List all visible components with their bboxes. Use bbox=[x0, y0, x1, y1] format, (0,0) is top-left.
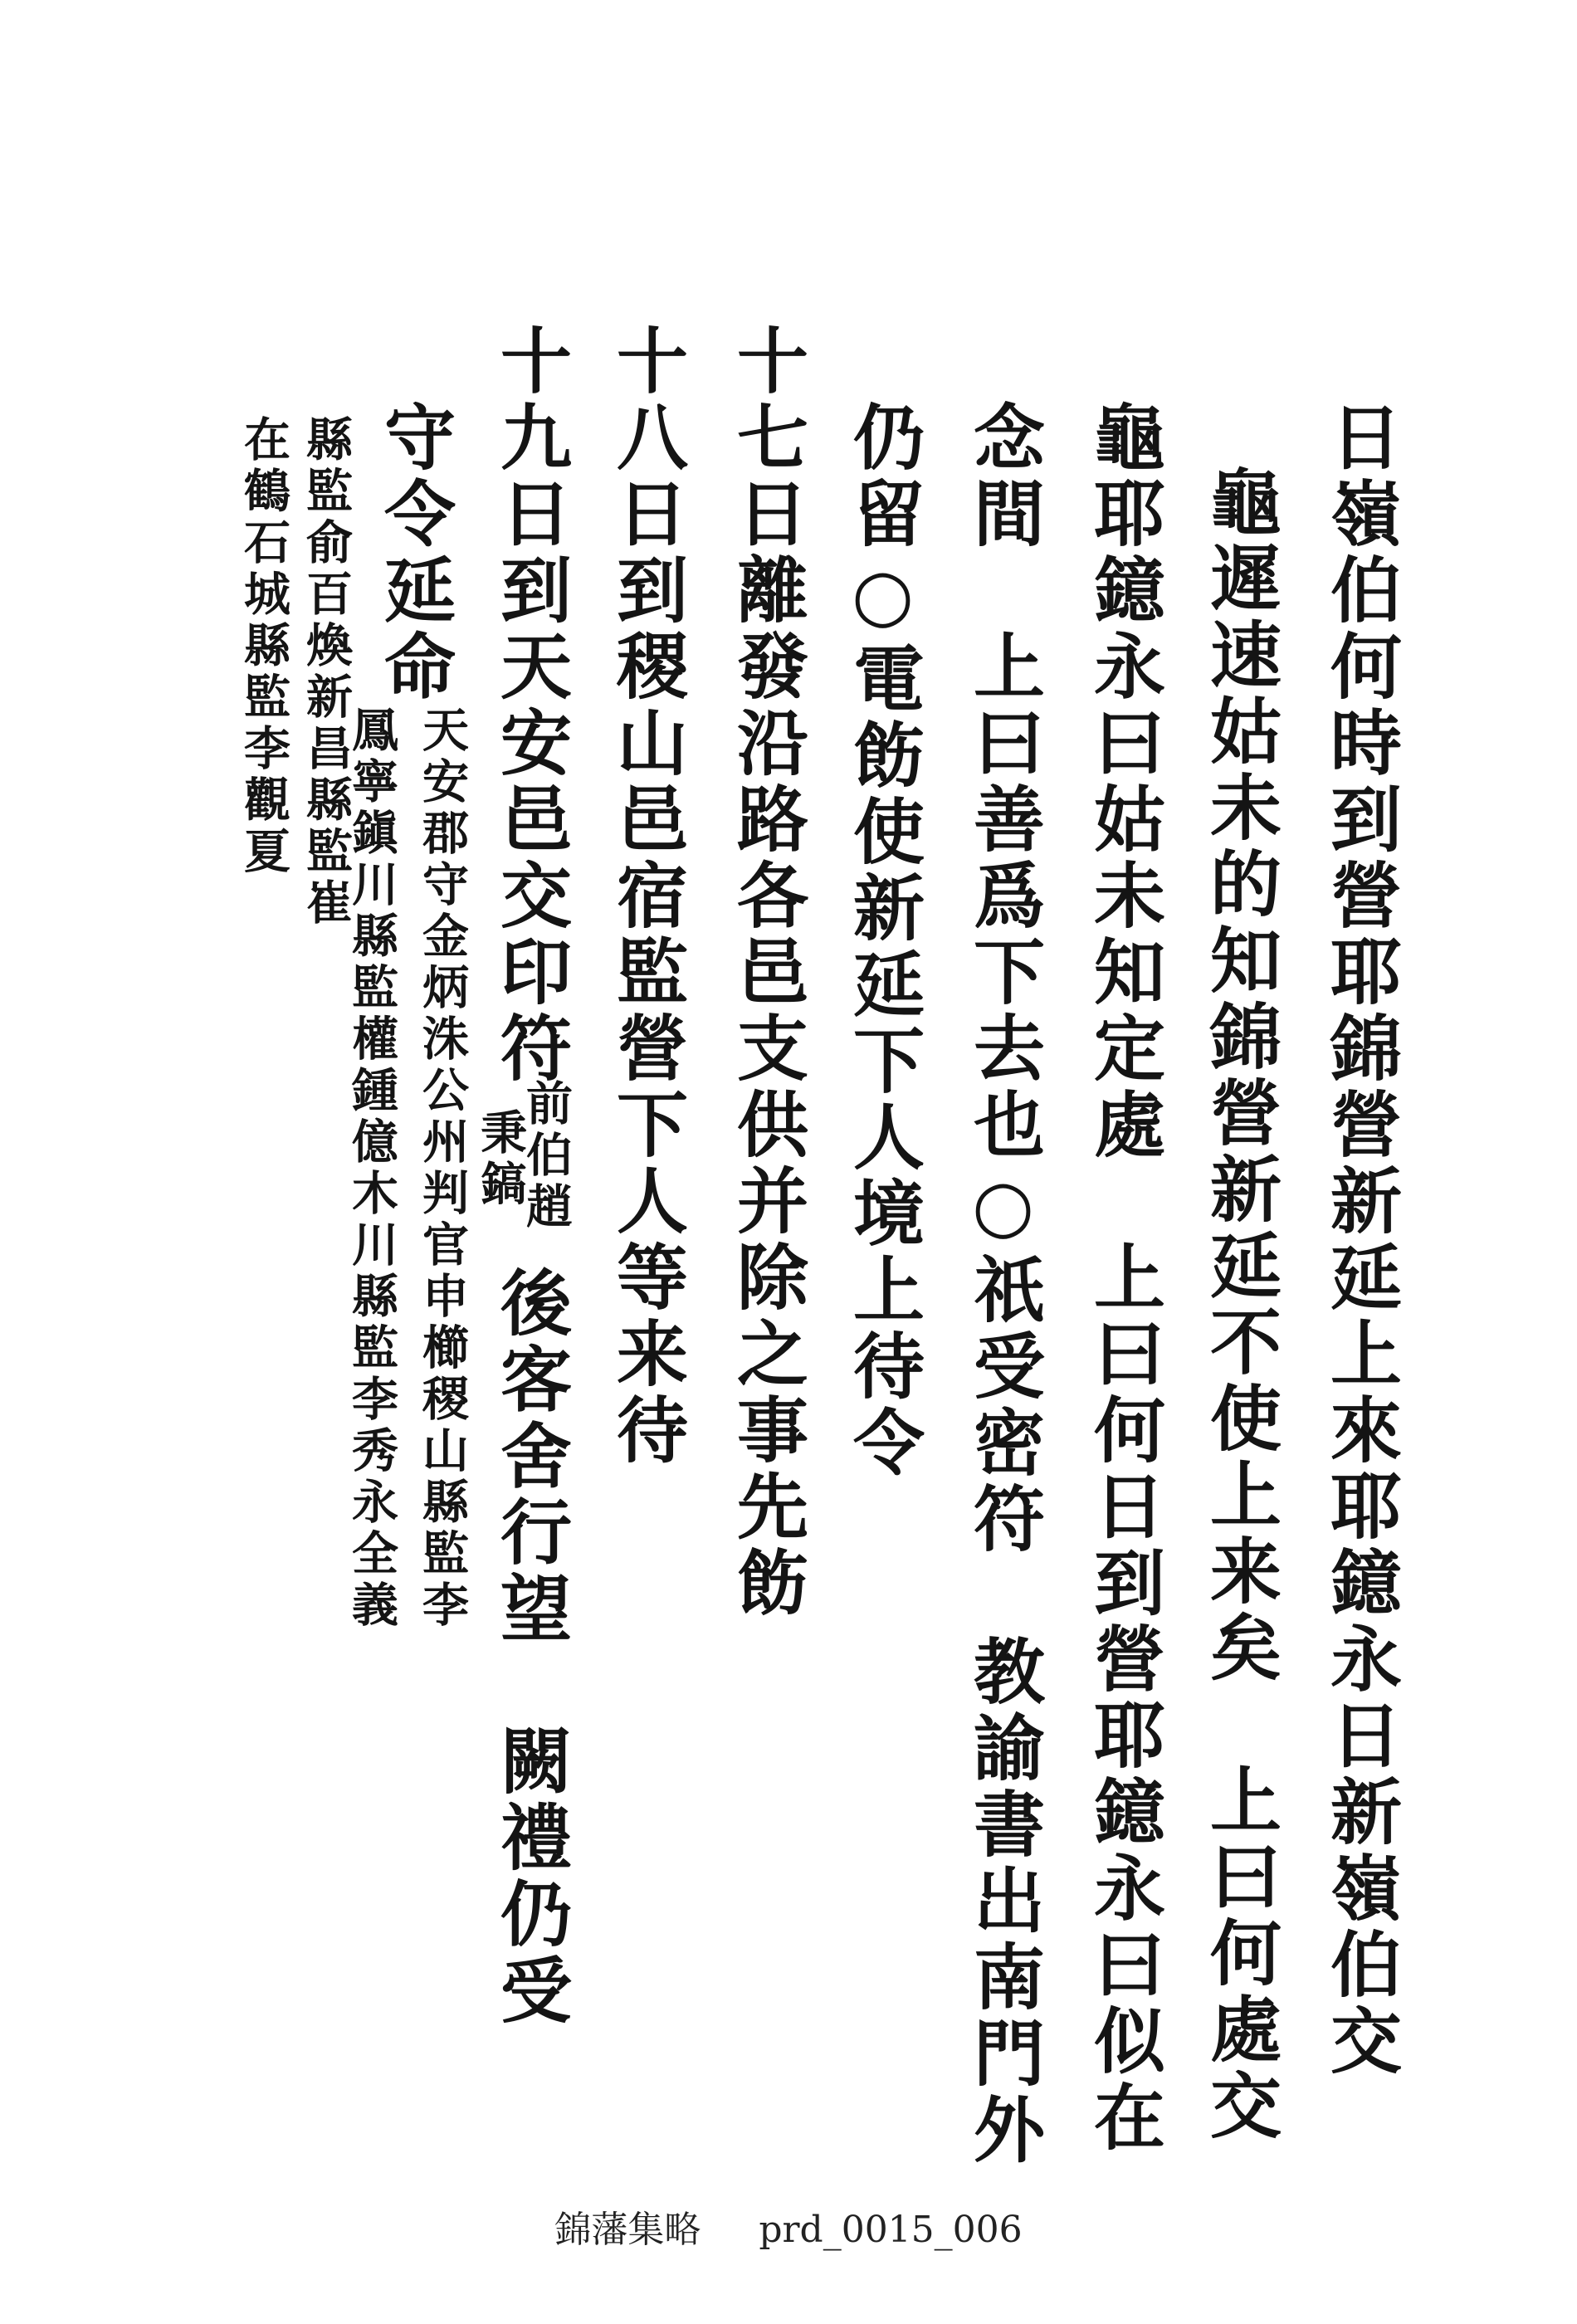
official-list-column-3: 縣監俞百煥新昌縣監崔 bbox=[299, 415, 354, 930]
official-list-column-1: 天安郡守金炳洙公州判官申櫛稷山縣監李 bbox=[415, 706, 470, 1632]
text-column-9: 守令延命 bbox=[372, 400, 456, 706]
text-column-7: 十八日到稷山邑宿監營下人等来待 bbox=[604, 324, 688, 1469]
footer-code: prd_0015_006 bbox=[759, 2209, 1023, 2251]
interlinear-note-left: 秉鎬 bbox=[473, 1108, 528, 1211]
text-column-8-continued: 後客舍行望 闕禮仍受 bbox=[488, 1266, 572, 2029]
official-list-column-4: 在鶴石城縣監李觀夏 bbox=[237, 415, 291, 878]
text-column-6: 十七日離發沿路各邑支供并除之事先飭 bbox=[725, 324, 808, 1622]
text-column-1: 日嶺伯何時到營耶錦營新延上來耶鐿永日新嶺伯交 bbox=[1318, 400, 1402, 2080]
text-column-8: 十九日到天安邑交印符 bbox=[488, 324, 572, 1087]
text-column-4: 念間 上曰善爲下去也○祇受密符 教諭書出南門外 bbox=[961, 400, 1045, 2169]
text-column-5: 仍留○電飭使新延下人境上待令 bbox=[841, 400, 925, 1482]
page-footer bbox=[0, 2200, 1577, 2253]
footer-title: 錦藩集略 bbox=[554, 2209, 701, 2251]
interlinear-note-right: 前伯趙 bbox=[519, 1079, 574, 1233]
text-column-3: 龜耶鐿永曰姑未知定處 上曰何日到營耶鐿永曰似在 bbox=[1081, 400, 1165, 2156]
official-list-column-2: 鳳寧鎭川縣監權鍾億木川縣監李秀永全義 bbox=[344, 706, 399, 1632]
text-column-2: 龜遲速姑未的知錦營新延不使上来矣 上曰何處交 bbox=[1198, 465, 1282, 2145]
